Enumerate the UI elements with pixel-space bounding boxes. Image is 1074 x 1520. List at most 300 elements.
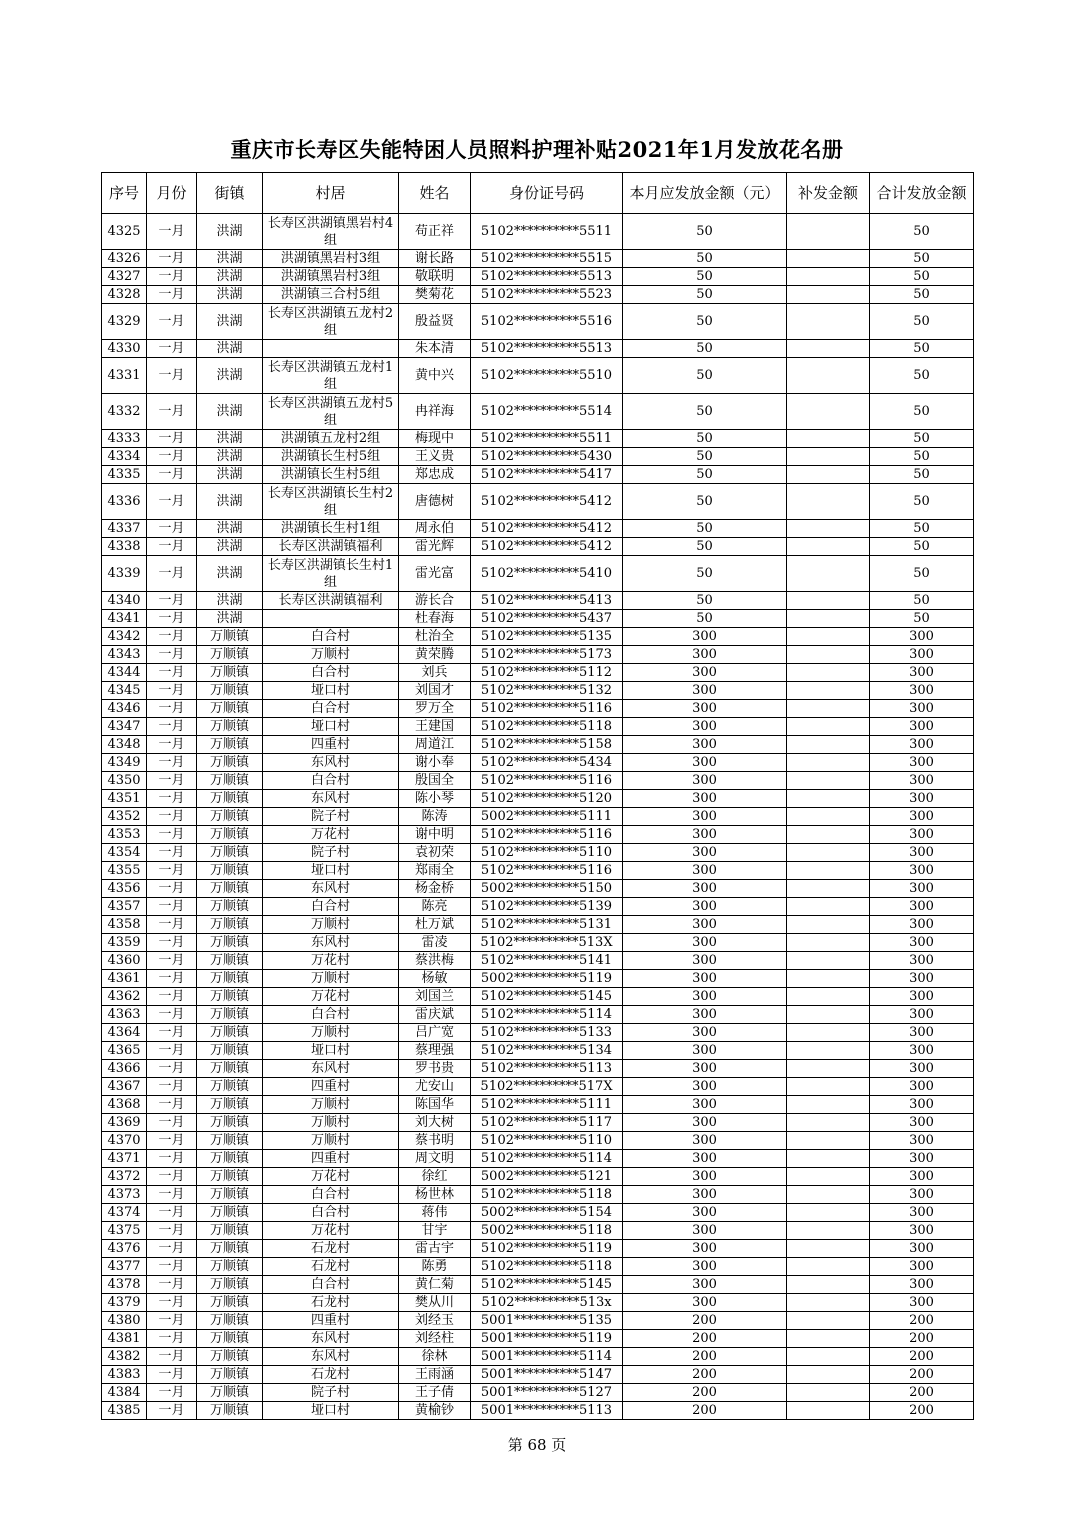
table-row — [102, 1150, 974, 1168]
cell-total-amount: 50 — [870, 610, 974, 628]
table-row — [102, 1132, 974, 1150]
cell-name: 黄中兴 — [399, 358, 471, 394]
cell-name: 谢长路 — [399, 250, 471, 268]
cell-total-amount: 50 — [870, 556, 974, 592]
cell-month: 一月 — [147, 250, 197, 268]
cell-total-amount: 300 — [870, 952, 974, 970]
cell-village: 东风村 — [263, 790, 399, 808]
col-header-town: 街镇 — [197, 173, 263, 214]
cell-month: 一月 — [147, 916, 197, 934]
cell-village: 东风村 — [263, 1330, 399, 1348]
cell-id-number: 5001**********5113 — [471, 1402, 623, 1420]
cell-month: 一月 — [147, 898, 197, 916]
cell-back-pay — [787, 556, 870, 592]
cell-name: 吕广宽 — [399, 1024, 471, 1042]
table-row — [102, 790, 974, 808]
cell-total-amount: 50 — [870, 304, 974, 340]
cell-id-number: 5001**********5119 — [471, 1330, 623, 1348]
cell-name: 王雨涵 — [399, 1366, 471, 1384]
cell-back-pay — [787, 1186, 870, 1204]
table-row — [102, 484, 974, 520]
cell-month: 一月 — [147, 790, 197, 808]
cell-back-pay — [787, 844, 870, 862]
cell-monthly-amount: 200 — [623, 1384, 787, 1402]
cell-id-number: 5102**********5412 — [471, 538, 623, 556]
cell-monthly-amount: 300 — [623, 862, 787, 880]
cell-town: 万顺镇 — [197, 1222, 263, 1240]
cell-month: 一月 — [147, 340, 197, 358]
cell-total-amount: 50 — [870, 250, 974, 268]
cell-town: 万顺镇 — [197, 1006, 263, 1024]
cell-town: 万顺镇 — [197, 646, 263, 664]
cell-village: 白合村 — [263, 1186, 399, 1204]
cell-serial: 4343 — [102, 646, 147, 664]
cell-month: 一月 — [147, 826, 197, 844]
table-row — [102, 1222, 974, 1240]
cell-month: 一月 — [147, 1366, 197, 1384]
cell-total-amount: 50 — [870, 448, 974, 466]
cell-name: 苟正祥 — [399, 214, 471, 250]
cell-back-pay — [787, 664, 870, 682]
cell-village: 四重村 — [263, 1312, 399, 1330]
cell-village: 院子村 — [263, 844, 399, 862]
table-row — [102, 1096, 974, 1114]
cell-serial: 4329 — [102, 304, 147, 340]
cell-total-amount: 300 — [870, 790, 974, 808]
cell-total-amount: 200 — [870, 1312, 974, 1330]
cell-town: 万顺镇 — [197, 1096, 263, 1114]
cell-village — [263, 340, 399, 358]
cell-town: 万顺镇 — [197, 1042, 263, 1060]
cell-id-number: 5102**********5513 — [471, 340, 623, 358]
cell-month: 一月 — [147, 1204, 197, 1222]
cell-town: 万顺镇 — [197, 862, 263, 880]
cell-name: 黄荣腾 — [399, 646, 471, 664]
cell-serial: 4330 — [102, 340, 147, 358]
table-row — [102, 1204, 974, 1222]
cell-month: 一月 — [147, 1132, 197, 1150]
table-row — [102, 934, 974, 952]
cell-name: 刘经玉 — [399, 1312, 471, 1330]
cell-id-number: 5102**********5513 — [471, 268, 623, 286]
cell-id-number: 5102**********5410 — [471, 556, 623, 592]
cell-village: 白合村 — [263, 772, 399, 790]
cell-name: 雷古宇 — [399, 1240, 471, 1258]
cell-total-amount: 300 — [870, 1222, 974, 1240]
cell-month: 一月 — [147, 1312, 197, 1330]
cell-back-pay — [787, 682, 870, 700]
cell-village: 长寿区洪湖镇五龙村5组 — [263, 394, 399, 430]
cell-village: 东风村 — [263, 880, 399, 898]
cell-id-number: 5102**********5133 — [471, 1024, 623, 1042]
cell-back-pay — [787, 880, 870, 898]
cell-month: 一月 — [147, 448, 197, 466]
table-row — [102, 772, 974, 790]
cell-back-pay — [787, 304, 870, 340]
cell-monthly-amount: 300 — [623, 700, 787, 718]
cell-month: 一月 — [147, 1168, 197, 1186]
cell-town: 洪湖 — [197, 538, 263, 556]
cell-town: 万顺镇 — [197, 1150, 263, 1168]
table-row — [102, 754, 974, 772]
cell-town: 万顺镇 — [197, 844, 263, 862]
cell-name: 郑雨全 — [399, 862, 471, 880]
cell-town: 万顺镇 — [197, 1060, 263, 1078]
cell-name: 周文明 — [399, 1150, 471, 1168]
cell-month: 一月 — [147, 772, 197, 790]
cell-serial: 4332 — [102, 394, 147, 430]
cell-month: 一月 — [147, 1186, 197, 1204]
cell-serial: 4368 — [102, 1096, 147, 1114]
cell-total-amount: 300 — [870, 808, 974, 826]
col-header-id-number: 身份证号码 — [471, 173, 623, 214]
cell-monthly-amount: 200 — [623, 1348, 787, 1366]
cell-back-pay — [787, 862, 870, 880]
cell-serial: 4374 — [102, 1204, 147, 1222]
cell-serial: 4335 — [102, 466, 147, 484]
table-row — [102, 1294, 974, 1312]
cell-serial: 4372 — [102, 1168, 147, 1186]
cell-back-pay — [787, 952, 870, 970]
cell-monthly-amount: 300 — [623, 844, 787, 862]
cell-month: 一月 — [147, 934, 197, 952]
cell-back-pay — [787, 1204, 870, 1222]
cell-id-number: 5102**********5412 — [471, 520, 623, 538]
cell-serial: 4350 — [102, 772, 147, 790]
table-row — [102, 646, 974, 664]
cell-town: 万顺镇 — [197, 1114, 263, 1132]
cell-name: 谢小奉 — [399, 754, 471, 772]
cell-village: 四重村 — [263, 1078, 399, 1096]
cell-month: 一月 — [147, 556, 197, 592]
cell-monthly-amount: 300 — [623, 952, 787, 970]
cell-month: 一月 — [147, 988, 197, 1006]
cell-village: 东风村 — [263, 754, 399, 772]
cell-id-number: 5102**********5135 — [471, 628, 623, 646]
cell-name: 陈亮 — [399, 898, 471, 916]
cell-month: 一月 — [147, 718, 197, 736]
cell-id-number: 5102**********5114 — [471, 1006, 623, 1024]
cell-id-number: 5102**********5116 — [471, 772, 623, 790]
cell-month: 一月 — [147, 700, 197, 718]
cell-id-number: 5001**********5135 — [471, 1312, 623, 1330]
cell-name: 王建国 — [399, 718, 471, 736]
cell-total-amount: 50 — [870, 268, 974, 286]
table-row — [102, 430, 974, 448]
cell-id-number: 5102**********5139 — [471, 898, 623, 916]
cell-id-number: 5102**********5118 — [471, 1186, 623, 1204]
cell-town: 万顺镇 — [197, 772, 263, 790]
cell-back-pay — [787, 1024, 870, 1042]
cell-total-amount: 300 — [870, 1078, 974, 1096]
cell-id-number: 5102**********5158 — [471, 736, 623, 754]
cell-name: 雷光富 — [399, 556, 471, 592]
cell-town: 洪湖 — [197, 556, 263, 592]
cell-id-number: 5001**********5114 — [471, 1348, 623, 1366]
cell-back-pay — [787, 1384, 870, 1402]
cell-back-pay — [787, 790, 870, 808]
table-row — [102, 520, 974, 538]
table-row — [102, 214, 974, 250]
cell-serial: 4383 — [102, 1366, 147, 1384]
cell-monthly-amount: 300 — [623, 1024, 787, 1042]
cell-town: 万顺镇 — [197, 1186, 263, 1204]
cell-serial: 4385 — [102, 1402, 147, 1420]
cell-id-number: 5102**********5119 — [471, 1240, 623, 1258]
table-row — [102, 1060, 974, 1078]
cell-month: 一月 — [147, 952, 197, 970]
cell-monthly-amount: 300 — [623, 826, 787, 844]
cell-serial: 4349 — [102, 754, 147, 772]
cell-village: 洪湖镇五龙村2组 — [263, 430, 399, 448]
cell-serial: 4361 — [102, 970, 147, 988]
cell-month: 一月 — [147, 1348, 197, 1366]
cell-id-number: 5102**********5118 — [471, 1258, 623, 1276]
cell-village: 万花村 — [263, 952, 399, 970]
cell-back-pay — [787, 1312, 870, 1330]
cell-id-number: 5102**********5430 — [471, 448, 623, 466]
cell-id-number: 5102**********5437 — [471, 610, 623, 628]
cell-month: 一月 — [147, 880, 197, 898]
cell-month: 一月 — [147, 1006, 197, 1024]
cell-back-pay — [787, 538, 870, 556]
table-row — [102, 1168, 974, 1186]
cell-village: 垭口村 — [263, 862, 399, 880]
cell-name: 游长合 — [399, 592, 471, 610]
cell-monthly-amount: 50 — [623, 466, 787, 484]
cell-month: 一月 — [147, 1330, 197, 1348]
cell-back-pay — [787, 1366, 870, 1384]
cell-town: 洪湖 — [197, 286, 263, 304]
cell-town: 万顺镇 — [197, 1402, 263, 1420]
cell-village: 垭口村 — [263, 1402, 399, 1420]
col-header-name: 姓名 — [399, 173, 471, 214]
cell-back-pay — [787, 1096, 870, 1114]
cell-back-pay — [787, 718, 870, 736]
cell-id-number: 5102**********5110 — [471, 844, 623, 862]
cell-id-number: 5102**********5145 — [471, 988, 623, 1006]
cell-name: 蒋伟 — [399, 1204, 471, 1222]
cell-id-number: 5102**********5516 — [471, 304, 623, 340]
cell-town: 洪湖 — [197, 610, 263, 628]
cell-town: 万顺镇 — [197, 988, 263, 1006]
cell-village: 石龙村 — [263, 1240, 399, 1258]
cell-month: 一月 — [147, 862, 197, 880]
cell-town: 万顺镇 — [197, 1168, 263, 1186]
cell-village: 万顺村 — [263, 1114, 399, 1132]
cell-id-number: 5001**********5127 — [471, 1384, 623, 1402]
cell-monthly-amount: 300 — [623, 1240, 787, 1258]
cell-back-pay — [787, 988, 870, 1006]
cell-total-amount: 300 — [870, 1204, 974, 1222]
cell-village: 万顺村 — [263, 1096, 399, 1114]
cell-town: 万顺镇 — [197, 1294, 263, 1312]
cell-monthly-amount: 200 — [623, 1402, 787, 1420]
cell-town: 洪湖 — [197, 394, 263, 430]
cell-total-amount: 200 — [870, 1384, 974, 1402]
table-row — [102, 286, 974, 304]
cell-monthly-amount: 50 — [623, 484, 787, 520]
cell-id-number: 5102**********5413 — [471, 592, 623, 610]
cell-serial: 4366 — [102, 1060, 147, 1078]
cell-name: 袁初荣 — [399, 844, 471, 862]
cell-month: 一月 — [147, 736, 197, 754]
cell-back-pay — [787, 646, 870, 664]
cell-serial: 4331 — [102, 358, 147, 394]
cell-village: 长寿区洪湖镇五龙村2组 — [263, 304, 399, 340]
cell-id-number: 5102**********513X — [471, 934, 623, 952]
cell-name: 黄仁菊 — [399, 1276, 471, 1294]
cell-town: 万顺镇 — [197, 826, 263, 844]
cell-serial: 4380 — [102, 1312, 147, 1330]
cell-monthly-amount: 50 — [623, 448, 787, 466]
cell-back-pay — [787, 916, 870, 934]
cell-back-pay — [787, 808, 870, 826]
table-row — [102, 844, 974, 862]
cell-month: 一月 — [147, 1060, 197, 1078]
table-row — [102, 268, 974, 286]
cell-month: 一月 — [147, 1258, 197, 1276]
cell-name: 郑忠成 — [399, 466, 471, 484]
cell-month: 一月 — [147, 304, 197, 340]
cell-month: 一月 — [147, 610, 197, 628]
cell-village: 长寿区洪湖镇长生村1组 — [263, 556, 399, 592]
cell-name: 周道江 — [399, 736, 471, 754]
cell-village: 白合村 — [263, 700, 399, 718]
cell-back-pay — [787, 934, 870, 952]
cell-village: 白合村 — [263, 898, 399, 916]
table-row — [102, 1366, 974, 1384]
cell-monthly-amount: 300 — [623, 934, 787, 952]
cell-serial: 4336 — [102, 484, 147, 520]
cell-town: 洪湖 — [197, 250, 263, 268]
table-row — [102, 538, 974, 556]
cell-total-amount: 300 — [870, 934, 974, 952]
cell-monthly-amount: 300 — [623, 1258, 787, 1276]
cell-month: 一月 — [147, 466, 197, 484]
cell-id-number: 5102**********5515 — [471, 250, 623, 268]
cell-town: 万顺镇 — [197, 1312, 263, 1330]
table-row — [102, 394, 974, 430]
table-row — [102, 1240, 974, 1258]
cell-town: 洪湖 — [197, 304, 263, 340]
cell-id-number: 5002**********5121 — [471, 1168, 623, 1186]
cell-monthly-amount: 300 — [623, 646, 787, 664]
cell-monthly-amount: 50 — [623, 538, 787, 556]
table-row — [102, 1258, 974, 1276]
cell-total-amount: 50 — [870, 286, 974, 304]
cell-name: 杜治全 — [399, 628, 471, 646]
cell-id-number: 5102**********5110 — [471, 1132, 623, 1150]
cell-id-number: 5102**********5112 — [471, 664, 623, 682]
cell-id-number: 5002**********5119 — [471, 970, 623, 988]
cell-town: 万顺镇 — [197, 1132, 263, 1150]
cell-serial: 4364 — [102, 1024, 147, 1042]
table-row — [102, 880, 974, 898]
cell-town: 洪湖 — [197, 484, 263, 520]
cell-monthly-amount: 50 — [623, 268, 787, 286]
cell-serial: 4370 — [102, 1132, 147, 1150]
cell-total-amount: 300 — [870, 1150, 974, 1168]
cell-serial: 4356 — [102, 880, 147, 898]
cell-month: 一月 — [147, 1114, 197, 1132]
cell-village: 万顺村 — [263, 1024, 399, 1042]
table-row — [102, 1330, 974, 1348]
cell-monthly-amount: 300 — [623, 754, 787, 772]
cell-month: 一月 — [147, 520, 197, 538]
table-row — [102, 664, 974, 682]
cell-monthly-amount: 300 — [623, 1042, 787, 1060]
cell-id-number: 5102**********5173 — [471, 646, 623, 664]
cell-town: 万顺镇 — [197, 1240, 263, 1258]
cell-month: 一月 — [147, 592, 197, 610]
cell-town: 万顺镇 — [197, 1024, 263, 1042]
cell-village: 万花村 — [263, 988, 399, 1006]
cell-village: 垭口村 — [263, 718, 399, 736]
cell-total-amount: 200 — [870, 1366, 974, 1384]
cell-back-pay — [787, 772, 870, 790]
cell-town: 万顺镇 — [197, 934, 263, 952]
cell-monthly-amount: 300 — [623, 1186, 787, 1204]
cell-monthly-amount: 50 — [623, 610, 787, 628]
cell-back-pay — [787, 1330, 870, 1348]
table-row — [102, 682, 974, 700]
cell-month: 一月 — [147, 538, 197, 556]
cell-id-number: 5102**********5514 — [471, 394, 623, 430]
cell-month: 一月 — [147, 1024, 197, 1042]
cell-total-amount: 300 — [870, 1114, 974, 1132]
cell-town: 万顺镇 — [197, 1366, 263, 1384]
roster-body — [102, 214, 974, 1420]
cell-name: 徐林 — [399, 1348, 471, 1366]
cell-total-amount: 300 — [870, 1060, 974, 1078]
cell-total-amount: 200 — [870, 1348, 974, 1366]
cell-town: 万顺镇 — [197, 970, 263, 988]
cell-monthly-amount: 300 — [623, 790, 787, 808]
cell-village: 院子村 — [263, 808, 399, 826]
cell-village: 长寿区洪湖镇福利 — [263, 592, 399, 610]
cell-month: 一月 — [147, 808, 197, 826]
cell-monthly-amount: 300 — [623, 916, 787, 934]
cell-id-number: 5102**********5134 — [471, 1042, 623, 1060]
cell-month: 一月 — [147, 1384, 197, 1402]
cell-name: 刘大树 — [399, 1114, 471, 1132]
table-row — [102, 736, 974, 754]
cell-name: 樊从川 — [399, 1294, 471, 1312]
cell-month: 一月 — [147, 628, 197, 646]
cell-name: 蔡洪梅 — [399, 952, 471, 970]
cell-id-number: 5102**********5131 — [471, 916, 623, 934]
cell-name: 杜万斌 — [399, 916, 471, 934]
cell-month: 一月 — [147, 1240, 197, 1258]
cell-total-amount: 300 — [870, 916, 974, 934]
col-header-village: 村居 — [263, 173, 399, 214]
table-row — [102, 916, 974, 934]
cell-total-amount: 50 — [870, 484, 974, 520]
cell-back-pay — [787, 1006, 870, 1024]
header-row — [102, 173, 974, 214]
cell-id-number: 5001**********5147 — [471, 1366, 623, 1384]
cell-month: 一月 — [147, 286, 197, 304]
cell-back-pay — [787, 1222, 870, 1240]
cell-town: 万顺镇 — [197, 1204, 263, 1222]
cell-name: 周永伯 — [399, 520, 471, 538]
table-row — [102, 1384, 974, 1402]
cell-total-amount: 300 — [870, 772, 974, 790]
cell-serial: 4384 — [102, 1384, 147, 1402]
cell-serial: 4345 — [102, 682, 147, 700]
cell-town: 万顺镇 — [197, 754, 263, 772]
